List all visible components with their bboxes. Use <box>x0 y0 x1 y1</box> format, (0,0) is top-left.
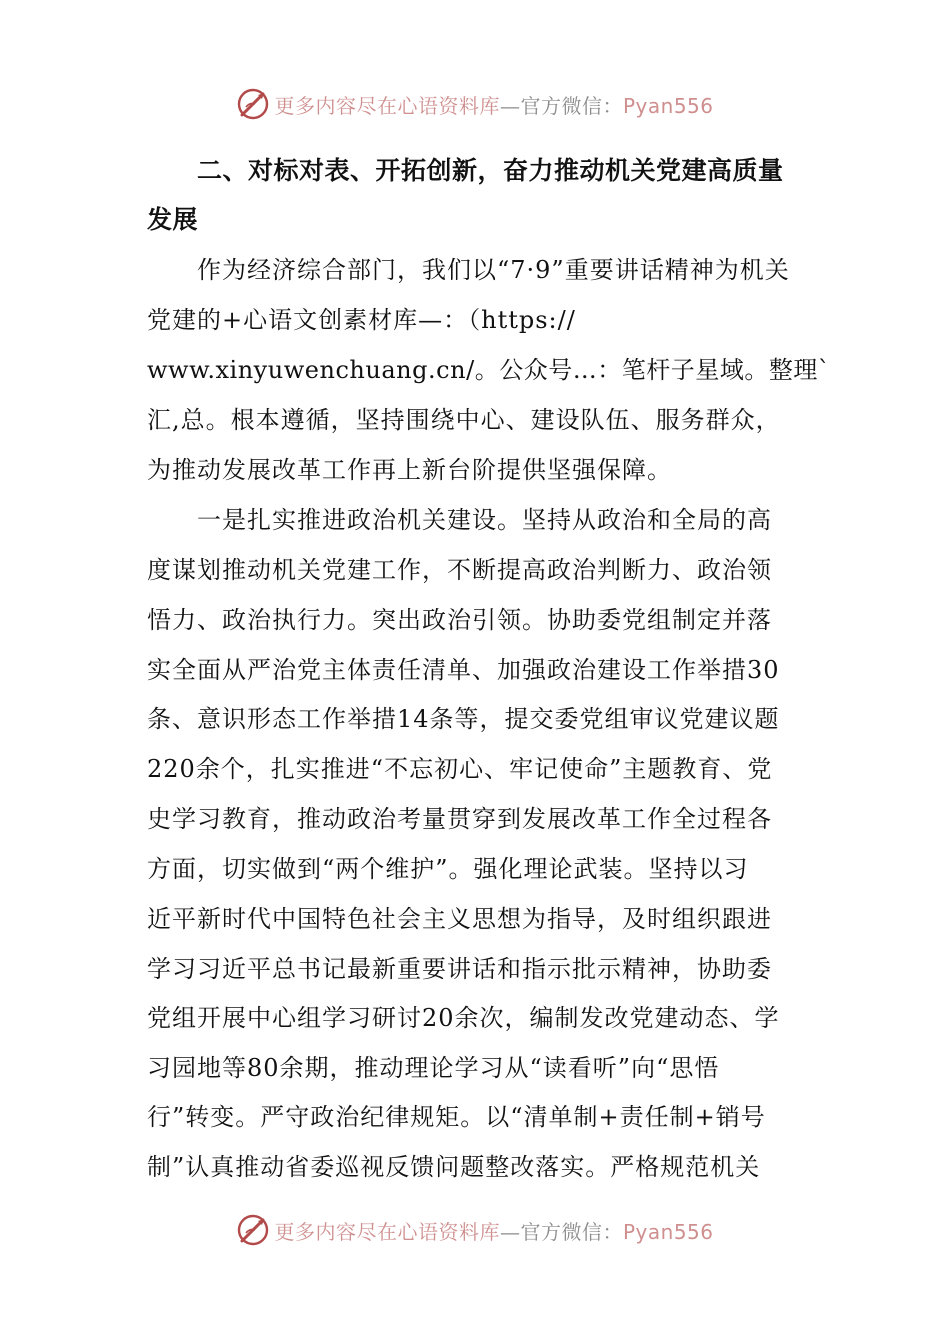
paragraph-2-line: 制”认真推动省委巡视反馈问题整改落实。严格规范机关 <box>147 1153 761 1181</box>
paragraph-2-line: 一是扎实推进政治机关建设。坚持从政治和全局的高 <box>197 506 772 534</box>
pen-logo-icon <box>236 1213 270 1247</box>
section-heading-line-1: 二、对标对表、开拓创新，奋力推动机关党建高质量 <box>197 156 784 185</box>
paragraph-1-line: 作为经济综合部门，我们以“7·9”重要讲话精神为机关 <box>197 256 790 284</box>
paragraph-1-line: www.xinyuwenchuang.cn/。公众号…：笔杆子星域。整理` <box>147 356 831 384</box>
paragraph-2-line: 行”转变。严守政治纪律规矩。以“清单制+责任制+销号 <box>147 1103 766 1131</box>
pen-logo-icon <box>236 87 270 121</box>
watermark-text: 更多内容尽在心语资料库—官方微信：Pyan556 <box>274 1219 714 1244</box>
header-watermark <box>0 84 950 124</box>
paragraph-2-line: 实全面从严治党主体责任清单、加强政治建设工作举措30 <box>147 656 780 684</box>
paragraph-1-line: 党建的+心语文创素材库—：（https:// <box>147 306 576 334</box>
paragraph-2-line: 方面，切实做到“两个维护”。强化理论武装。坚持以习 <box>147 855 749 883</box>
section-heading-line-2: 发展 <box>147 205 199 234</box>
paragraph-2-line: 习园地等80余期，推动理论学习从“读看听”向“思悟 <box>147 1054 720 1082</box>
paragraph-2-line: 党组开展中心组学习研讨20余次，编制发改党建动态、学 <box>147 1004 780 1032</box>
paragraph-2-line: 度谋划推动机关党建工作，不断提高政治判断力、政治领 <box>147 556 772 584</box>
paragraph-2-line: 史学习教育，推动政治考量贯穿到发展改革工作全过程各 <box>147 805 772 833</box>
paragraph-2-line: 悟力、政治执行力。突出政治引领。协助委党组制定并落 <box>147 606 772 634</box>
paragraph-1-line: 汇,总。根本遵循，坚持围绕中心、建设队伍、服务群众， <box>147 406 781 434</box>
footer-watermark <box>0 1210 950 1250</box>
paragraph-2-line: 学习习近平总书记最新重要讲话和指示批示精神，协助委 <box>147 955 772 983</box>
watermark-text: 更多内容尽在心语资料库—官方微信：Pyan556 <box>274 93 714 118</box>
paragraph-2-line: 220余个，扎实推进“不忘初心、牢记使命”主题教育、党 <box>147 755 773 783</box>
paragraph-2-line: 近平新时代中国特色社会主义思想为指导，及时组织跟进 <box>147 905 772 933</box>
paragraph-1-line: 为推动发展改革工作再上新台阶提供坚强保障。 <box>147 456 672 484</box>
paragraph-2-line: 条、意识形态工作举措14条等，提交委党组审议党建议题 <box>147 705 780 733</box>
